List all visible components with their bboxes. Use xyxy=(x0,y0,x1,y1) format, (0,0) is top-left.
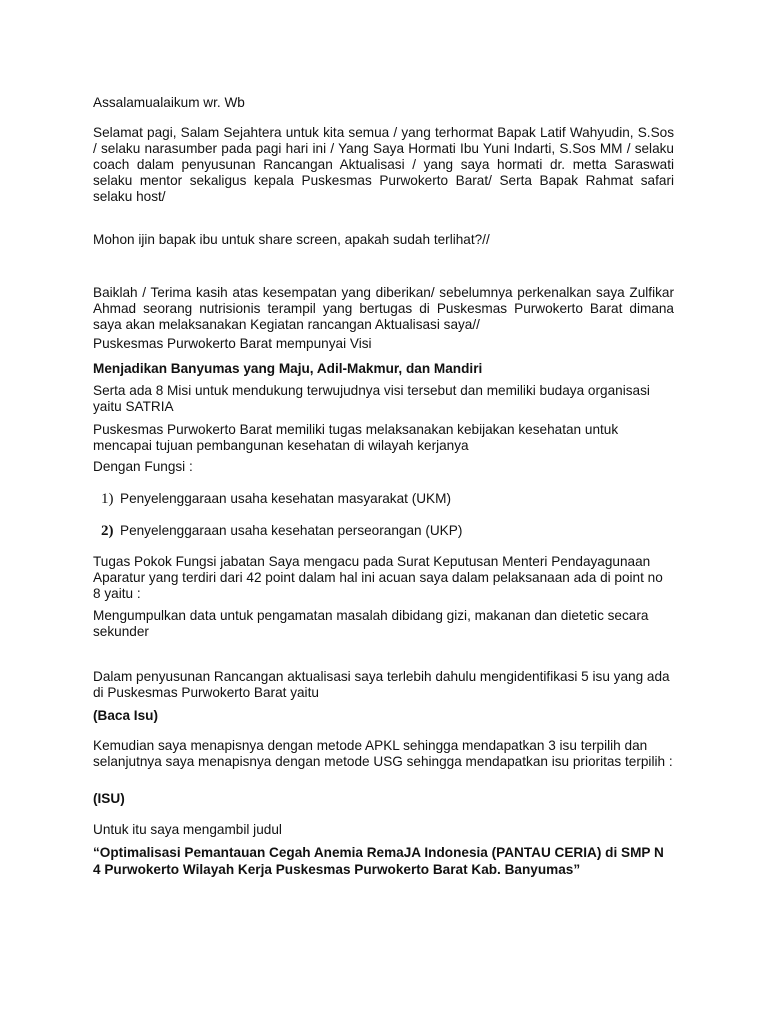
function-intro: Dengan Fungsi : xyxy=(93,459,193,474)
function-item xyxy=(93,491,674,509)
introduction-paragraph: Baiklah / Terima kasih atas kesempatan yang diberikan/ sebelumnya perkenalkan saya Zulfikar Ahmad seorang nutrisionis terampil yang bertugas di Puskesmas Purwokerto Barat dimana saya akan melaksanakan Kegiatan rancangan Aktualisasi saya// xyxy=(93,285,674,332)
function-number: 1) xyxy=(101,491,114,507)
main-duty-paragraph: Tugas Pokok Fungsi jabatan Saya mengacu pada Surat Keputusan Menteri Pendayagunaan Aparatur yang terdiri dari 42 point dalam hal ini acuan saya dalam pelaksanaan ada di point no 8 yaitu : xyxy=(93,554,663,601)
issue-identification-paragraph: Dalam penyusunan Rancangan aktualisasi saya terlebih dahulu mengidentifikasi 5 isu yang ada di Puskesmas Purwokerto Barat yaitu xyxy=(93,669,670,700)
duty-paragraph: Puskesmas Purwokerto Barat memiliki tugas melaksanakan kebijakan kesehatan untuk mencapai tujuan pembangunan kesehatan di wilayah kerjanya xyxy=(93,422,619,453)
greeting: Assalamualaikum wr. Wb xyxy=(93,95,245,110)
title-intro: Untuk itu saya mengambil judul xyxy=(93,822,282,837)
opening-paragraph: Selamat pagi, Salam Sejahtera untuk kita semua / yang terhormat Bapak Latif Wahyudin, S.Sos / selaku narasumber pada pagi hari ini / Yang Saya Hormati Ibu Yuni Indarti, S.Sos MM / selaku coach dalam penyusunan Rancangan Aktualisasi / yang saya hormati dr. metta Saraswati selaku mentor sekaligus kepala Puskesmas Purwokerto Barat/ Serta Bapak Rahmat safari selaku host/ xyxy=(93,125,674,204)
function-item xyxy=(93,523,674,541)
screening-paragraph: Kemudian saya menapisnya dengan metode APKL sehingga mendapatkan 3 isu terpilih dan selanjutnya saya menapisnya dengan metode USG sehingga mendapatkan isu prioritas terpilih : xyxy=(93,738,673,769)
vision-statement: Menjadikan Banyumas yang Maju, Adil-Makmur, dan Mandiri xyxy=(93,361,483,376)
vision-intro: Puskesmas Purwokerto Barat mempunyai Visi xyxy=(93,336,372,351)
actualization-title: “Optimalisasi Pemantauan Cegah Anemia RemaJA Indonesia (PANTAU CERIA) di SMP N 4 Purwokerto Wilayah Kerja Puskesmas Purwokerto Barat Kab. Banyumas” xyxy=(93,845,664,877)
mission-paragraph: Serta ada 8 Misi untuk mendukung terwujudnya visi tersebut dan memiliki budaya organisasi yaitu SATRIA xyxy=(93,383,650,414)
function-text: Penyelenggaraan usaha kesehatan masyarakat (UKM) xyxy=(120,491,451,506)
point-eight-paragraph: Mengumpulkan data untuk pengamatan masalah dibidang gizi, makanan dan dietetic secara sekunder xyxy=(93,608,649,639)
function-number: 2) xyxy=(101,523,114,539)
function-text: Penyelenggaraan usaha kesehatan perseorangan (UKP) xyxy=(120,523,463,538)
share-screen-request: Mohon ijin bapak ibu untuk share screen, apakah sudah terlihat?// xyxy=(93,232,490,247)
issue-label: (ISU) xyxy=(93,791,125,806)
document-page xyxy=(93,0,674,1024)
read-issue-label: (Baca Isu) xyxy=(93,708,158,723)
